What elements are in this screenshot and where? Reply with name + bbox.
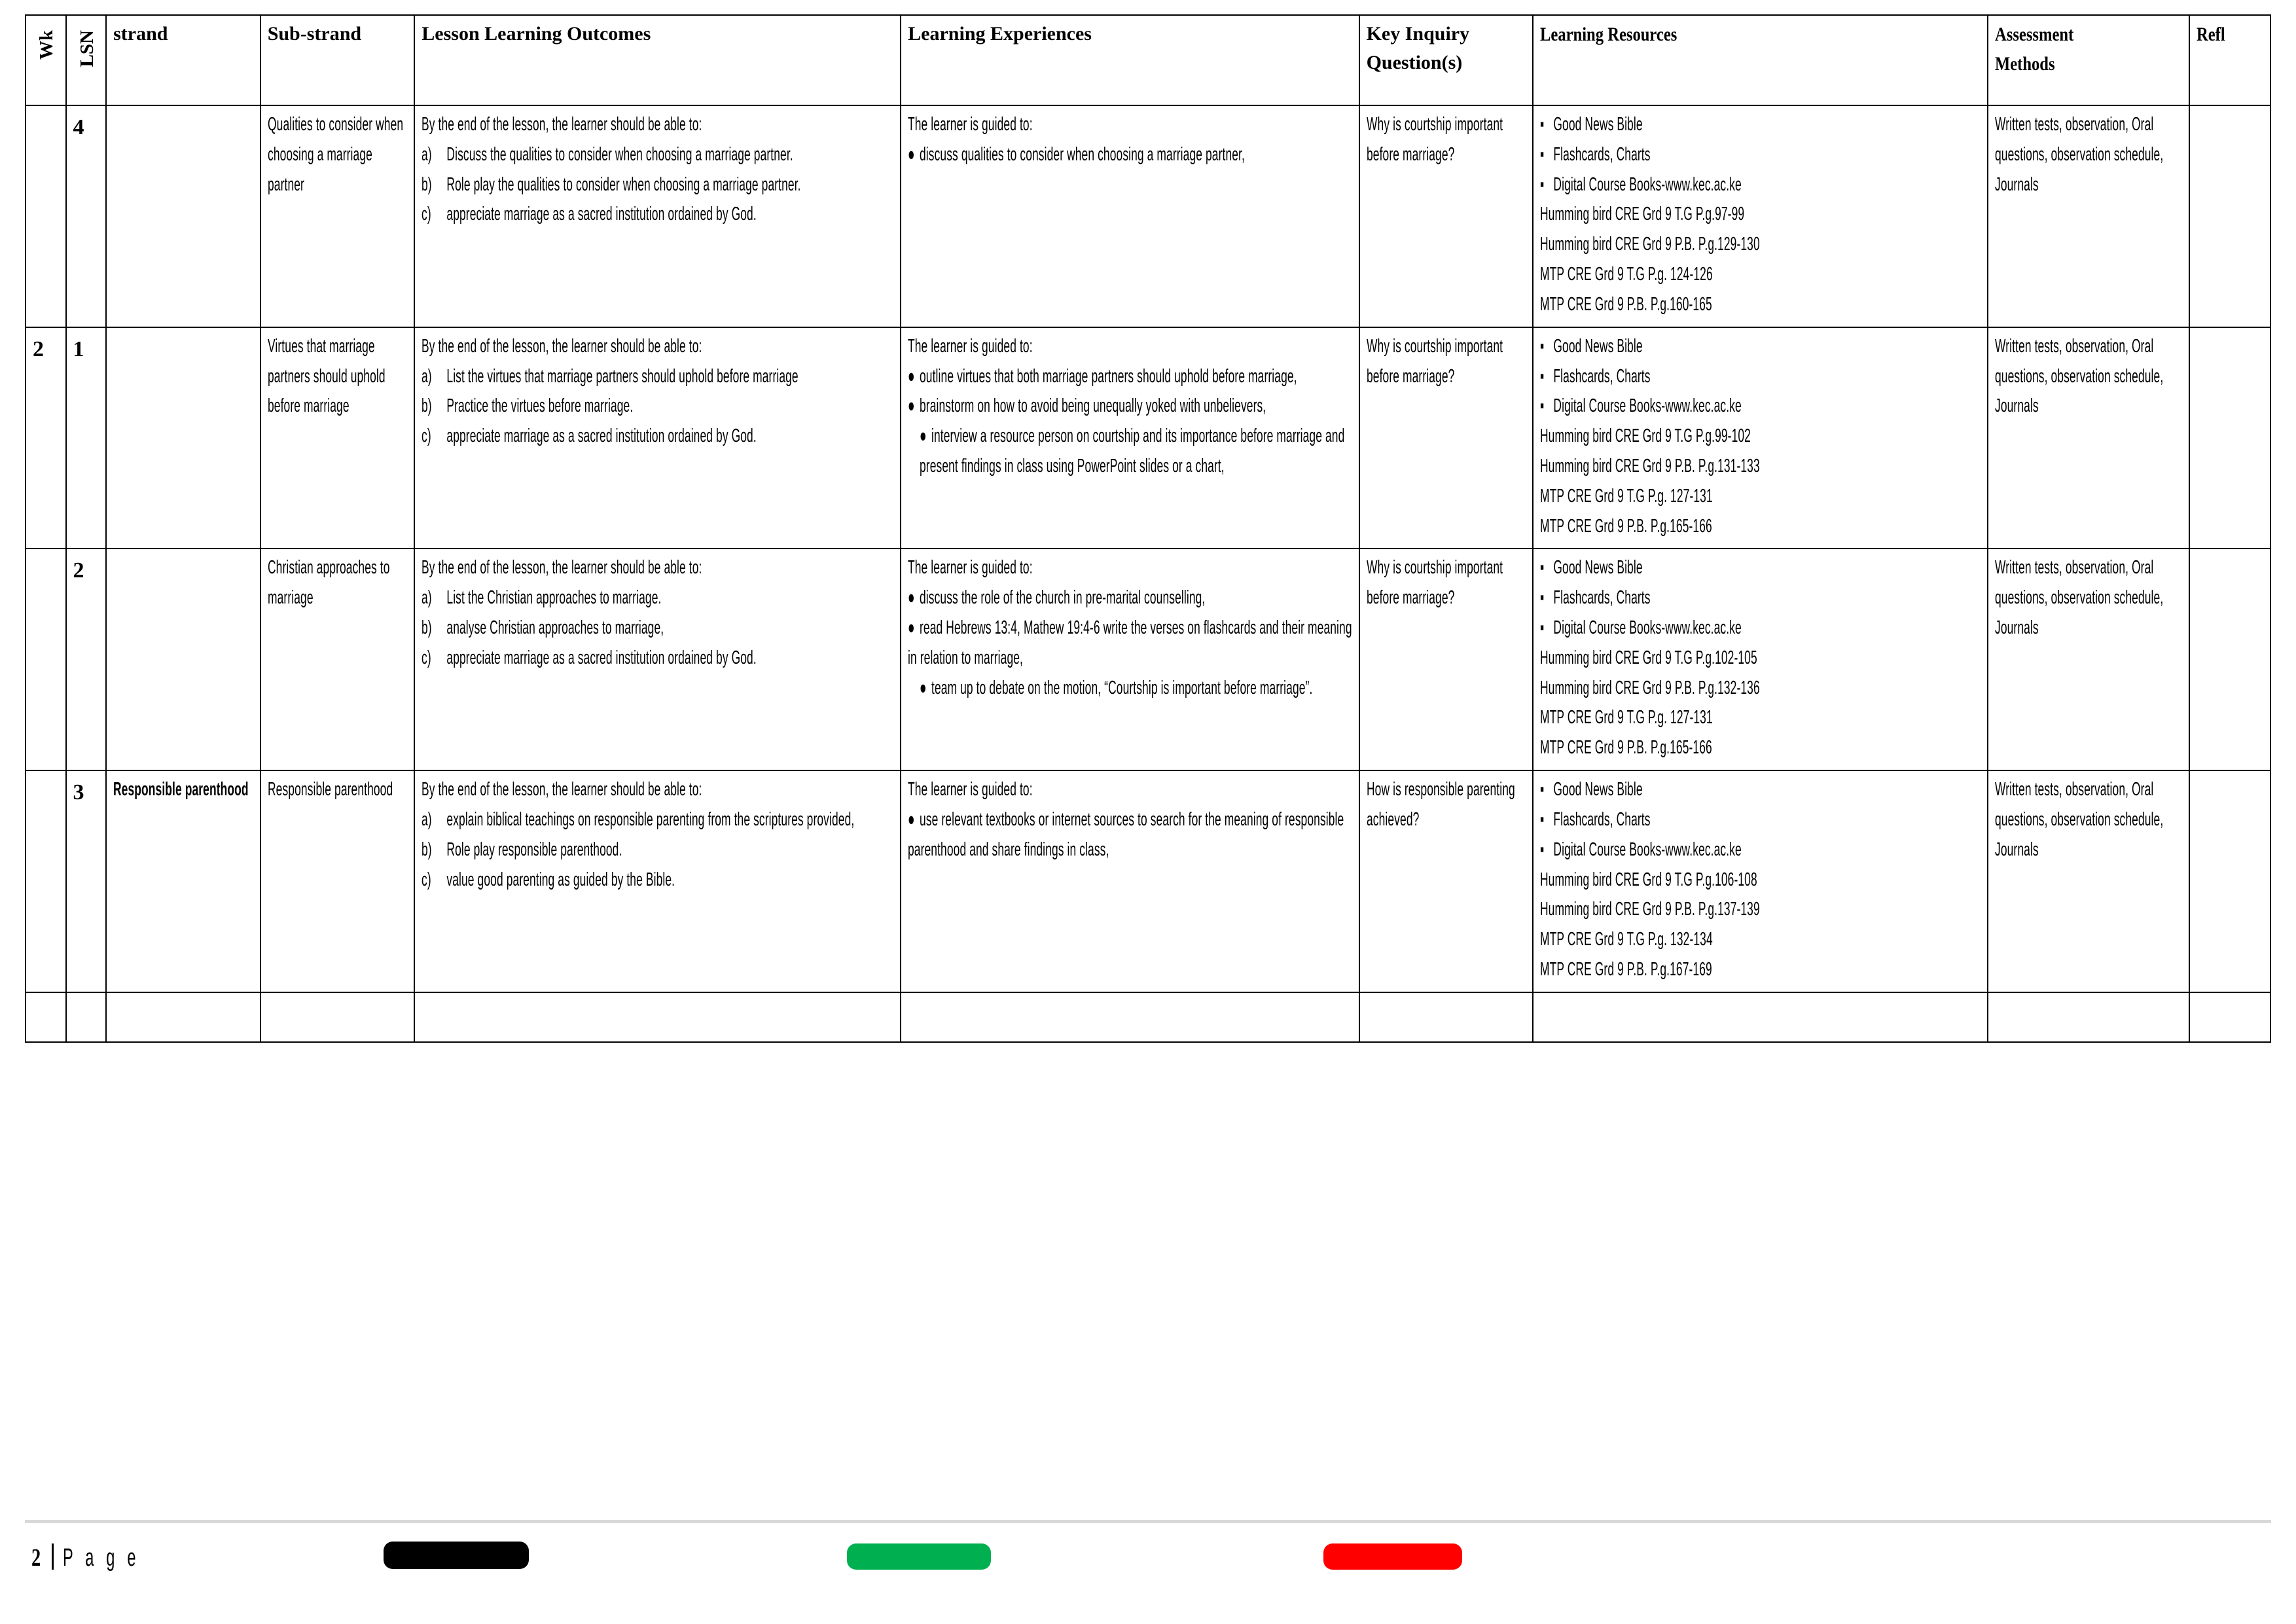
le-item: [908, 613, 1353, 674]
square-bullet-icon: ▪: [1539, 335, 1545, 357]
lr-bullet-list: [1540, 110, 1982, 200]
footer-page-number: 2: [31, 1544, 41, 1572]
le-item: [908, 391, 1353, 422]
lr-bullet-list: [1540, 775, 1982, 865]
llo-item-text: Practice the virtues before marriage.: [446, 395, 634, 417]
cell-wk: [26, 549, 66, 770]
llo-item-text: value good parenting as guided by the Bible.: [446, 869, 675, 890]
llo-item: [422, 835, 895, 865]
header-strand-label: strand: [113, 23, 168, 45]
cell-learning-resources: [1533, 549, 1988, 770]
le-item-text: brainstorm on how to avoid being unequally yoked with unbelievers,: [920, 395, 1266, 417]
lr-line: Humming bird CRE Grd 9 T.G P.g.99-102: [1539, 425, 1751, 447]
header-assessment-methods: [1988, 15, 2189, 105]
cell-lsn: 1: [66, 327, 107, 549]
cell-learning-experiences: [901, 105, 1359, 327]
lr-bullet-text: Digital Course Books-www.kec.ac.ke: [1553, 617, 1742, 638]
header-sub-strand: [260, 15, 415, 105]
le-item: [908, 583, 1353, 613]
round-bullet-icon: ●: [908, 808, 915, 830]
llo-item-marker: a): [422, 143, 432, 165]
llo-intro: By the end of the lesson, the learner should be able to:: [422, 779, 702, 801]
lr-bullet-item: [1540, 332, 1982, 362]
cell-sub-strand: [260, 327, 415, 549]
lr-line: MTP CRE Grd 9 P.B. P.g.165-166: [1539, 737, 1712, 759]
llo-item-text: appreciate marriage as a sacred institution ordained by God.: [446, 204, 757, 225]
lr-line: MTP CRE Grd 9 P.B. P.g.165-166: [1539, 515, 1712, 537]
assessment-text: Written tests, observation, Oral questions, observation schedule, Journals: [1995, 114, 2164, 195]
llo-item: [422, 140, 895, 170]
le-list: [908, 583, 1353, 703]
lr-bullet-text: Good News Bible: [1553, 779, 1643, 801]
header-key-inquiry-questions: [1359, 15, 1533, 105]
lr-line: Humming bird CRE Grd 9 T.G P.g.106-108: [1539, 869, 1757, 890]
round-bullet-icon: ●: [908, 587, 915, 609]
le-list: [908, 362, 1353, 482]
sub-strand-text: Qualities to consider when choosing a marriage partner: [267, 114, 403, 195]
header-llo-label: Lesson Learning Outcomes: [422, 23, 651, 45]
header-lsn: [66, 15, 107, 105]
lr-bullet-text: Digital Course Books-www.kec.ac.ke: [1553, 173, 1742, 195]
square-bullet-icon: ▪: [1539, 143, 1545, 165]
llo-item-text: List the virtues that marriage partners should uphold before marriage: [446, 365, 799, 387]
header-lsn-label: LSN: [76, 30, 98, 67]
llo-item: [422, 391, 895, 422]
cell-lesson-learning-outcomes: [414, 992, 901, 1042]
llo-intro: By the end of the lesson, the learner should be able to:: [422, 557, 702, 579]
lr-bullet-text: Flashcards, Charts: [1553, 808, 1651, 830]
kiq-text: Why is courtship important before marriage?: [1366, 557, 1503, 609]
footer-divider: [25, 1520, 2271, 1523]
cell-strand: [106, 770, 260, 992]
round-bullet-icon: ●: [920, 677, 927, 698]
header-wk: [26, 15, 66, 105]
lr-line: MTP CRE Grd 9 T.G P.g. 127-131: [1539, 485, 1713, 507]
lr-bullet-item: [1540, 362, 1982, 392]
cell-key-inquiry-question: [1359, 105, 1533, 327]
header-refl-label: Refl: [2196, 24, 2225, 45]
llo-item: [422, 200, 895, 230]
cell-learning-experiences: [901, 549, 1359, 770]
cell-strand: [106, 549, 260, 770]
llo-item-marker: b): [422, 173, 432, 195]
llo-item: [422, 643, 895, 674]
cell-assessment-methods: [1988, 992, 2189, 1042]
lr-line: MTP CRE Grd 9 P.B. P.g.160-165: [1539, 293, 1712, 315]
llo-item-marker: b): [422, 617, 432, 638]
lr-bullet-text: Flashcards, Charts: [1553, 587, 1651, 609]
cell-sub-strand: [260, 105, 415, 327]
cell-sub-strand: [260, 770, 415, 992]
sub-strand-text: Responsible parenthood: [267, 779, 393, 801]
lr-bullet-item: [1540, 805, 1982, 835]
llo-item-marker: b): [422, 395, 432, 417]
lr-bullet-text: Flashcards, Charts: [1553, 143, 1651, 165]
assessment-text: Written tests, observation, Oral questions, observation schedule, Journals: [1995, 335, 2164, 417]
lr-bullet-item: [1540, 775, 1982, 805]
lr-line: Humming bird CRE Grd 9 P.B. P.g.137-139: [1539, 899, 1760, 920]
square-bullet-icon: ▪: [1539, 808, 1545, 830]
table-row: [26, 770, 2270, 992]
scheme-of-work-table: [25, 14, 2271, 1043]
cell-wk: [26, 105, 66, 327]
header-le-label: Learning Experiences: [908, 23, 1092, 45]
cell-lesson-learning-outcomes: [414, 770, 901, 992]
llo-item-text: Role play responsible parenthood.: [446, 839, 622, 860]
llo-item: [422, 362, 895, 392]
kiq-text: Why is courtship important before marriage?: [1366, 335, 1503, 387]
round-bullet-icon: ●: [908, 617, 915, 638]
square-bullet-icon: ▪: [1539, 587, 1545, 609]
le-item: [908, 805, 1353, 865]
square-bullet-icon: ▪: [1539, 557, 1545, 579]
table-row: [26, 105, 2270, 327]
le-list: [908, 805, 1353, 865]
lr-bullet-item: [1540, 170, 1982, 200]
lr-line: Humming bird CRE Grd 9 P.B. P.g.132-136: [1539, 677, 1760, 698]
sub-strand-text: Virtues that marriage partners should uphold before marriage: [267, 335, 386, 417]
header-lr-label: Learning Resources: [1539, 24, 1677, 45]
lr-bullet-text: Good News Bible: [1553, 557, 1643, 579]
table-row: [26, 549, 2270, 770]
cell-lesson-learning-outcomes: [414, 105, 901, 327]
cell-lsn: 2: [66, 549, 107, 770]
lr-line: Humming bird CRE Grd 9 T.G P.g.97-99: [1539, 204, 1745, 225]
footer-page-label: P a g e: [63, 1544, 140, 1572]
llo-item-marker: a): [422, 808, 432, 830]
cell-assessment-methods: [1988, 770, 2189, 992]
header-strand: [106, 15, 260, 105]
llo-item-marker: b): [422, 839, 432, 860]
header-refl: [2189, 15, 2270, 105]
llo-item-text: appreciate marriage as a sacred institution ordained by God.: [446, 647, 757, 668]
cell-learning-resources: [1533, 327, 1988, 549]
round-bullet-icon: ●: [908, 395, 915, 417]
le-list: [908, 140, 1353, 170]
lr-line: Humming bird CRE Grd 9 P.B. P.g.131-133: [1539, 455, 1760, 477]
cell-strand: [106, 105, 260, 327]
lr-line: MTP CRE Grd 9 T.G P.g. 124-126: [1539, 264, 1713, 285]
cell-learning-resources: [1533, 992, 1988, 1042]
cell-learning-experiences: [901, 992, 1359, 1042]
cell-learning-resources: [1533, 770, 1988, 992]
header-kiq-label-2: Question(s): [1366, 51, 1463, 73]
black-swatch: [384, 1542, 529, 1569]
square-bullet-icon: ▪: [1539, 839, 1545, 860]
cell-sub-strand: [260, 992, 415, 1042]
lr-bullet-text: Good News Bible: [1553, 114, 1643, 135]
round-bullet-icon: ●: [920, 425, 927, 447]
le-item-text: use relevant textbooks or internet sources to search for the meaning of responsible parenthood and share findings in class,: [908, 808, 1344, 860]
lr-line: MTP CRE Grd 9 P.B. P.g.167-169: [1539, 958, 1712, 980]
table-row: [26, 992, 2270, 1042]
cell-refl: [2189, 327, 2270, 549]
lr-line: MTP CRE Grd 9 T.G P.g. 132-134: [1539, 929, 1713, 950]
cell-assessment-methods: [1988, 549, 2189, 770]
round-bullet-icon: ●: [908, 143, 915, 165]
llo-item: [422, 422, 895, 452]
table-header-row: [26, 15, 2270, 105]
cell-key-inquiry-question: [1359, 992, 1533, 1042]
llo-item-marker: a): [422, 587, 432, 609]
lr-line: MTP CRE Grd 9 T.G P.g. 127-131: [1539, 707, 1713, 729]
lr-bullet-text: Digital Course Books-www.kec.ac.ke: [1553, 395, 1742, 417]
assessment-text: Written tests, observation, Oral questions, observation schedule, Journals: [1995, 779, 2164, 860]
cell-refl: [2189, 549, 2270, 770]
llo-item: [422, 865, 895, 895]
footer: [31, 1540, 187, 1572]
header-am-label-1: Assessment: [1995, 24, 2074, 45]
square-bullet-icon: ▪: [1539, 173, 1545, 195]
cell-key-inquiry-question: [1359, 770, 1533, 992]
llo-item-text: explain biblical teachings on responsible parenting from the scriptures provided,: [446, 808, 855, 830]
cell-refl: [2189, 105, 2270, 327]
llo-item-marker: c): [422, 647, 432, 668]
llo-item-text: Role play the qualities to consider when choosing a marriage partner.: [446, 173, 801, 195]
cell-sub-strand: [260, 549, 415, 770]
header-am-label-2: Methods: [1995, 53, 2055, 75]
le-intro: The learner is guided to:: [908, 779, 1033, 801]
lr-bullet-item: [1540, 553, 1982, 583]
cell-key-inquiry-question: [1359, 327, 1533, 549]
cell-wk: 2: [26, 327, 66, 549]
header-wk-label: Wk: [36, 30, 57, 60]
header-learning-resources: [1533, 15, 1988, 105]
llo-item: [422, 805, 895, 835]
cell-assessment-methods: [1988, 327, 2189, 549]
le-item-text: discuss qualities to consider when choosing a marriage partner,: [920, 143, 1246, 165]
table-row: [26, 327, 2270, 549]
le-item-text: read Hebrews 13:4, Mathew 19:4-6 write the verses on flashcards and their meaning in relation to marriage,: [908, 617, 1352, 668]
square-bullet-icon: ▪: [1539, 114, 1545, 135]
llo-intro: By the end of the lesson, the learner should be able to:: [422, 335, 702, 357]
llo-list: [422, 362, 895, 452]
round-bullet-icon: ●: [908, 365, 915, 387]
cell-key-inquiry-question: [1359, 549, 1533, 770]
kiq-text: Why is courtship important before marriage?: [1366, 114, 1503, 165]
lr-bullet-item: [1540, 391, 1982, 422]
lr-bullet-list: [1540, 553, 1982, 643]
llo-list: [422, 140, 895, 230]
cell-lesson-learning-outcomes: [414, 327, 901, 549]
cell-learning-resources: [1533, 105, 1988, 327]
cell-wk: [26, 770, 66, 992]
llo-item: [422, 170, 895, 200]
header-sub-strand-label: Sub-strand: [267, 23, 362, 45]
llo-item-text: List the Christian approaches to marriage.: [446, 587, 662, 609]
lr-line: Humming bird CRE Grd 9 P.B. P.g.129-130: [1539, 234, 1760, 255]
lr-bullet-item: [1540, 140, 1982, 170]
llo-item-text: Discuss the qualities to consider when choosing a marriage partner.: [446, 143, 794, 165]
cell-refl: [2189, 992, 2270, 1042]
cell-lsn: 3: [66, 770, 107, 992]
square-bullet-icon: ▪: [1539, 365, 1545, 387]
lr-bullet-item: [1540, 110, 1982, 140]
lr-bullet-list: [1540, 332, 1982, 422]
cell-strand: [106, 992, 260, 1042]
cell-wk: [26, 992, 66, 1042]
strand-text: Responsible parenthood: [113, 779, 249, 801]
red-swatch: [1323, 1543, 1462, 1570]
le-item-text: team up to debate on the motion, “Courtship is important before marriage”.: [931, 677, 1313, 698]
footer-separator-bar: [52, 1543, 54, 1570]
lr-line: Humming bird CRE Grd 9 T.G P.g.102-105: [1539, 647, 1757, 668]
le-item: [908, 422, 1353, 482]
llo-list: [422, 583, 895, 673]
cell-strand: [106, 327, 260, 549]
square-bullet-icon: ▪: [1539, 617, 1545, 638]
llo-item-marker: c): [422, 869, 432, 890]
llo-item-text: analyse Christian approaches to marriage,: [446, 617, 664, 638]
le-intro: The learner is guided to:: [908, 114, 1033, 135]
lr-bullet-text: Digital Course Books-www.kec.ac.ke: [1553, 839, 1742, 860]
llo-intro: By the end of the lesson, the learner should be able to:: [422, 114, 702, 135]
kiq-text: How is responsible parenting achieved?: [1366, 779, 1515, 830]
le-item: [908, 362, 1353, 392]
lr-bullet-item: [1540, 583, 1982, 613]
header-learning-experiences: [901, 15, 1359, 105]
llo-list: [422, 805, 895, 895]
le-item-text: discuss the role of the church in pre-marital counselling,: [920, 587, 1206, 609]
cell-lsn: [66, 992, 107, 1042]
header-kiq-label-1: Key Inquiry: [1366, 23, 1470, 45]
le-item-text: interview a resource person on courtship and its importance before marriage and present findings in class using PowerPoint slides or a chart,: [920, 425, 1345, 477]
llo-item-marker: c): [422, 204, 432, 225]
le-intro: The learner is guided to:: [908, 557, 1033, 579]
llo-item-marker: a): [422, 365, 432, 387]
cell-lesson-learning-outcomes: [414, 549, 901, 770]
le-item-text: outline virtues that both marriage partners should uphold before marriage,: [920, 365, 1297, 387]
le-item: [908, 140, 1353, 170]
lr-bullet-text: Good News Bible: [1553, 335, 1643, 357]
le-intro: The learner is guided to:: [908, 335, 1033, 357]
lr-bullet-item: [1540, 613, 1982, 643]
lr-bullet-item: [1540, 835, 1982, 865]
cell-learning-experiences: [901, 327, 1359, 549]
llo-item: [422, 583, 895, 613]
sub-strand-text: Christian approaches to marriage: [267, 557, 390, 609]
table-body: [26, 105, 2270, 1042]
square-bullet-icon: ▪: [1539, 779, 1545, 801]
cell-lsn: 4: [66, 105, 107, 327]
llo-item-marker: c): [422, 425, 432, 447]
square-bullet-icon: ▪: [1539, 395, 1545, 417]
cell-refl: [2189, 770, 2270, 992]
llo-item: [422, 613, 895, 643]
lr-bullet-text: Flashcards, Charts: [1553, 365, 1651, 387]
cell-assessment-methods: [1988, 105, 2189, 327]
green-swatch: [847, 1543, 991, 1570]
cell-learning-experiences: [901, 770, 1359, 992]
header-lesson-learning-outcomes: [414, 15, 901, 105]
le-item: [908, 674, 1353, 704]
llo-item-text: appreciate marriage as a sacred institution ordained by God.: [446, 425, 757, 447]
assessment-text: Written tests, observation, Oral questions, observation schedule, Journals: [1995, 557, 2164, 638]
